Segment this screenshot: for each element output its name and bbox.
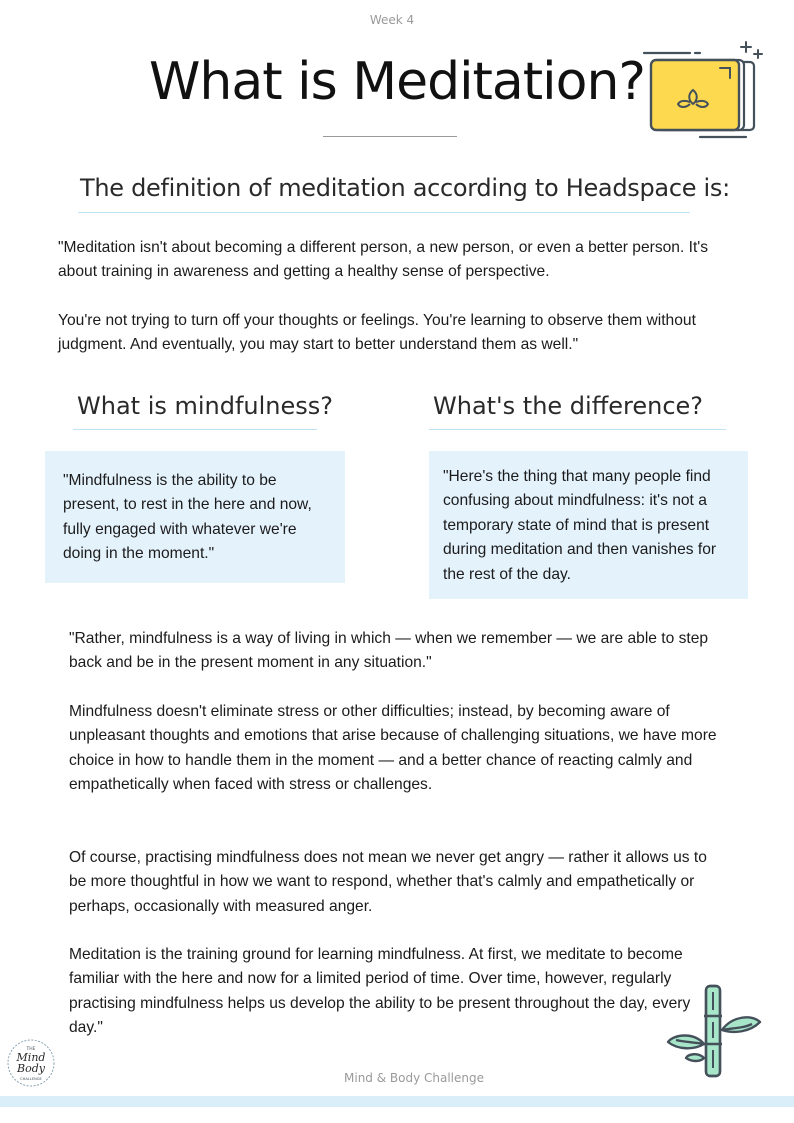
logo-bottom-text: CHALLENGE (20, 1077, 42, 1081)
logo-top-text: THE (26, 1047, 36, 1052)
definition-paragraph: You're not trying to turn off your thoughts or feelings. You're learning to observe them without judgment. And eventually, you may start to better understand them as well." (58, 312, 696, 354)
difference-heading: What's the difference? (433, 392, 704, 420)
definition-paragraph: "Meditation isn't about becoming a different person, a new person, or even a better person. It's about training in awareness and getting a healthy sense of perspective. (58, 239, 709, 281)
body-paragraph: Meditation is the training ground for learning mindfulness. At first, we meditate to become familiar with the here and now for a limited period of time. Over time, however, regularly practising mindfulness helps us develop the ability to be present throughout the day, every day." (69, 946, 691, 1037)
week-label: Week 4 (369, 13, 415, 27)
footer-label: Mind & Body Challenge (344, 1071, 484, 1085)
difference-divider (429, 429, 726, 430)
difference-quote: "Here's the thing that many people find confusing about mindfulness: it's not a temporary state of mind that is present during meditation and then vanishes for the rest of the day. (443, 468, 717, 583)
body-paragraph: "Rather, mindfulness is a way of living in which — when we remember — we are able to step back and be in the present moment in any situation." (69, 630, 709, 672)
mindfulness-quote-box (45, 451, 345, 583)
footer-bar (0, 1096, 794, 1107)
definition-heading: The definition of meditation according to Headspace is: (80, 174, 730, 202)
mindfulness-heading: What is mindfulness? (77, 392, 334, 420)
difference-quote-box (429, 451, 748, 599)
definition-divider (78, 212, 690, 213)
logo-line2-text: Body (17, 1062, 45, 1075)
body-paragraph: Mindfulness doesn't eliminate stress or other difficulties; instead, by becoming aware of unpleasant thoughts and emotions that arise because of challenging situations, we have more choice in how to handle them in the moment — and a better chance of reacting calmly and empathetically when faced with stress or challenges. (69, 703, 717, 794)
body-paragraph: Of course, practising mindfulness does not mean we never get angry — rather it allows us to be more thoughtful in how we want to respond, whether that's calmly and empathetically or perhaps, occasionally with measured anger. (69, 849, 707, 915)
bamboo-icon (664, 982, 764, 1082)
page-title: What is Meditation? (149, 52, 645, 112)
logo-line1-text: Mind (16, 1051, 46, 1064)
title-divider (323, 136, 457, 137)
mindfulness-quote: "Mindfulness is the ability to be present, to rest in the here and now, fully engaged with whatever we're doing in the moment." (63, 472, 312, 563)
mindfulness-divider (73, 429, 317, 430)
